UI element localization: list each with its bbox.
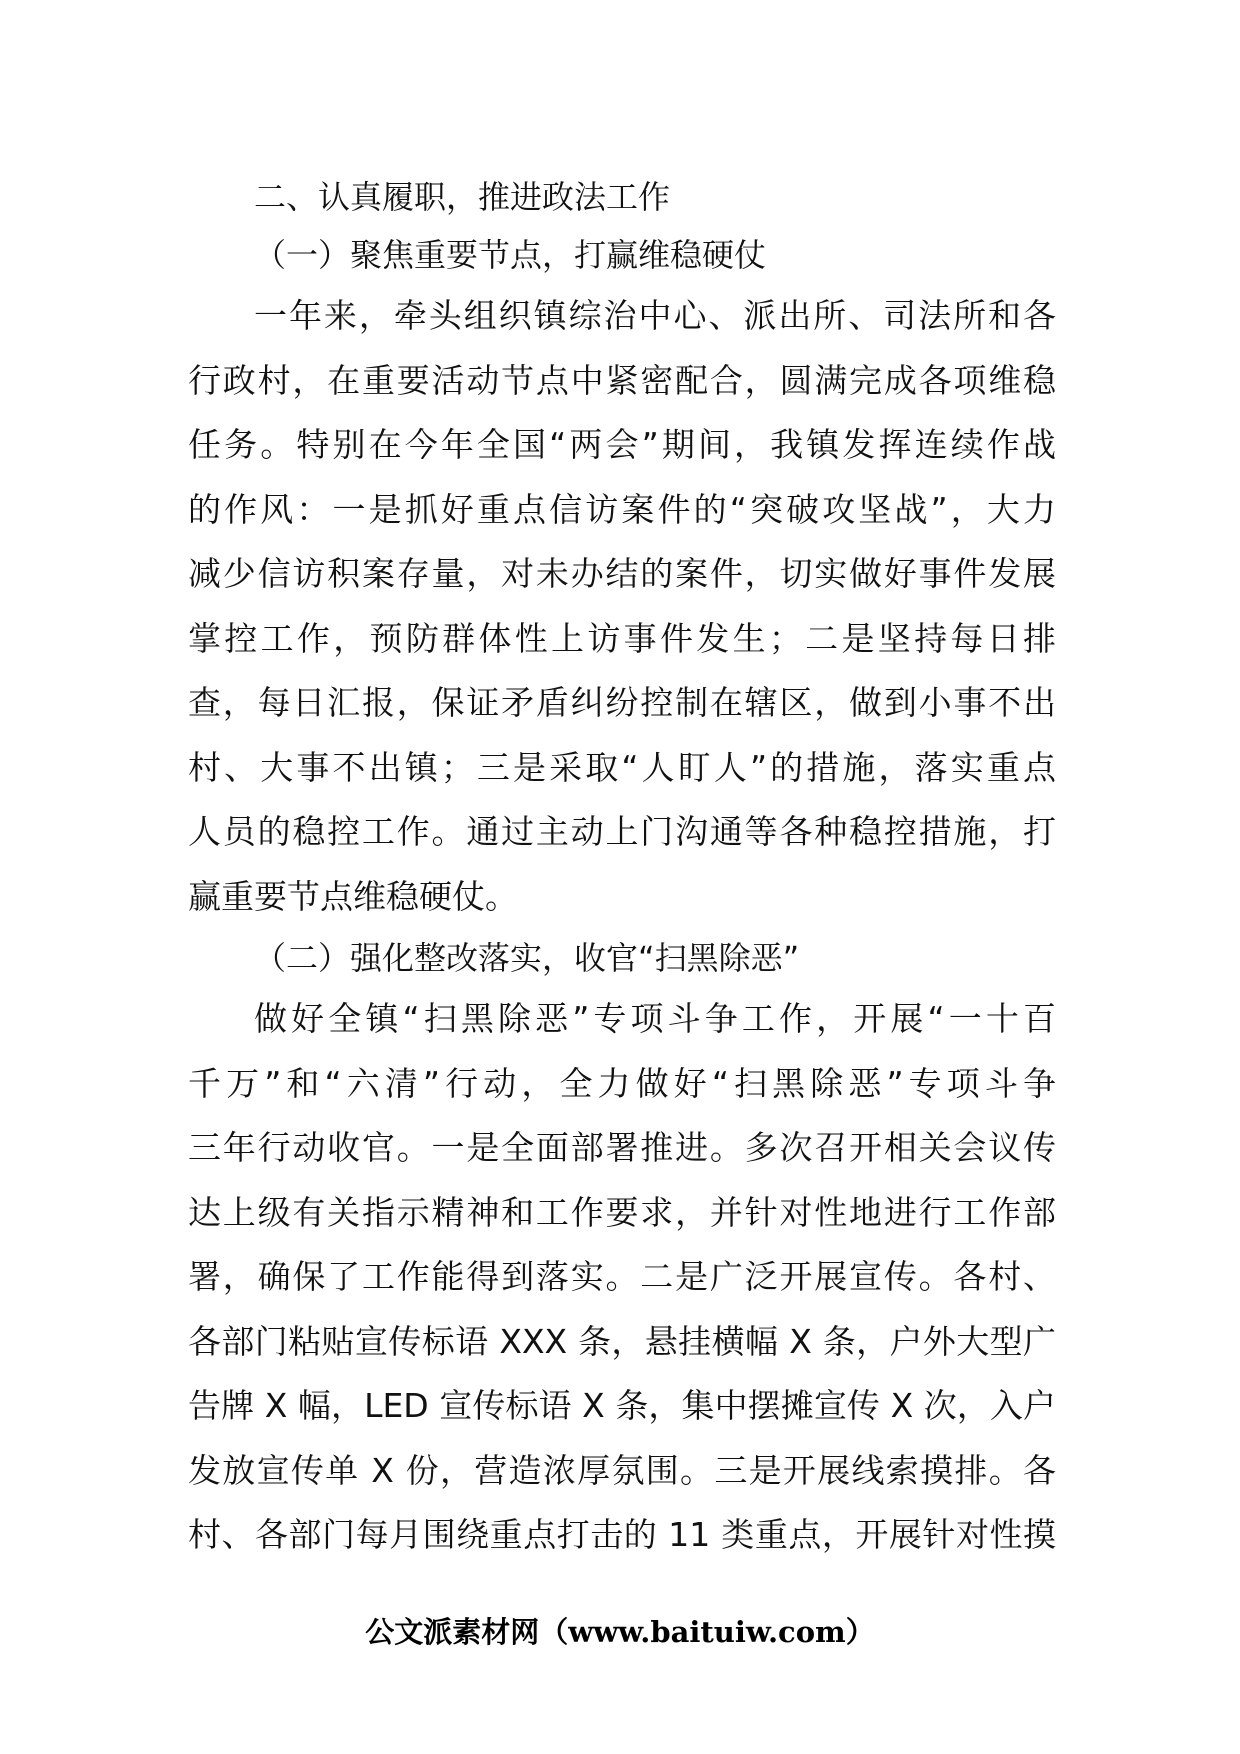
paragraph-line: 任务。特别在今年全国“两会”期间，我镇发挥连续作战: [188, 425, 1056, 464]
main-heading: 二、认真履职，推进政法工作: [254, 178, 671, 216]
paragraph-line: 各部门粘贴宣传标语 XXX 条，悬挂横幅 X 条，户外大型广: [188, 1321, 1056, 1361]
paragraph-line: 三年行动收官。一是全面部署推进。多次召开相关会议传: [188, 1128, 1056, 1167]
paragraph-line: 掌控工作，预防群体性上访事件发生；二是坚持每日排: [188, 618, 1056, 658]
document-body: [188, 168, 1056, 1568]
footer-watermark: 公文派素材网（www.baituiw.com）: [365, 1615, 875, 1649]
paragraph-line: 千万”和“六清”行动，全力做好“扫黑除恶”专项斗争: [188, 1063, 1056, 1103]
section-2-heading: （二）强化整改落实，收官“扫黑除恶”: [254, 939, 800, 977]
paragraph-line: 发放宣传单 X 份，营造浓厚氛围。三是开展线索摸排。各: [188, 1450, 1056, 1490]
paragraph-line: 一年来，牵头组织镇综治中心、派出所、司法所和各: [254, 296, 1056, 335]
paragraph-line: 做好全镇“扫黑除恶”专项斗争工作，开展“一十百: [254, 999, 1056, 1038]
paragraph-line: 达上级有关指示精神和工作要求，并针对性地进行工作部: [188, 1192, 1056, 1232]
paragraph-line: 减少信访积案存量，对未办结的案件，切实做好事件发展: [188, 554, 1056, 593]
paragraph-line-last: 赢重要节点维稳硬仗。: [188, 876, 518, 916]
paragraph-line: 署，确保了工作能得到落实。二是广泛开展宣传。各村、: [188, 1257, 1056, 1296]
paragraph-line: 村、各部门每月围绕重点打击的 11 类重点，开展针对性摸: [188, 1515, 1056, 1554]
paragraph-line: 行政村，在重要活动节点中紧密配合，圆满完成各项维稳: [188, 360, 1056, 400]
paragraph-line: 村、大事不出镇；三是采取“人盯人”的措施，落实重点: [188, 747, 1056, 787]
paragraph-line: 的作风：一是抓好重点信访案件的“突破攻坚战”，大力: [188, 489, 1056, 529]
paragraph-line: 查，每日汇报，保证矛盾纠纷控制在辖区，做到小事不出: [188, 683, 1056, 722]
paragraph-line: 告牌 X 幅，LED 宣传标语 X 条，集中摆摊宣传 X 次，入户: [188, 1386, 1056, 1425]
paragraph-line: 人员的稳控工作。通过主动上门沟通等各种稳控措施，打: [188, 812, 1056, 851]
section-1-heading: （一）聚焦重要节点，打赢维稳硬仗: [254, 236, 767, 274]
